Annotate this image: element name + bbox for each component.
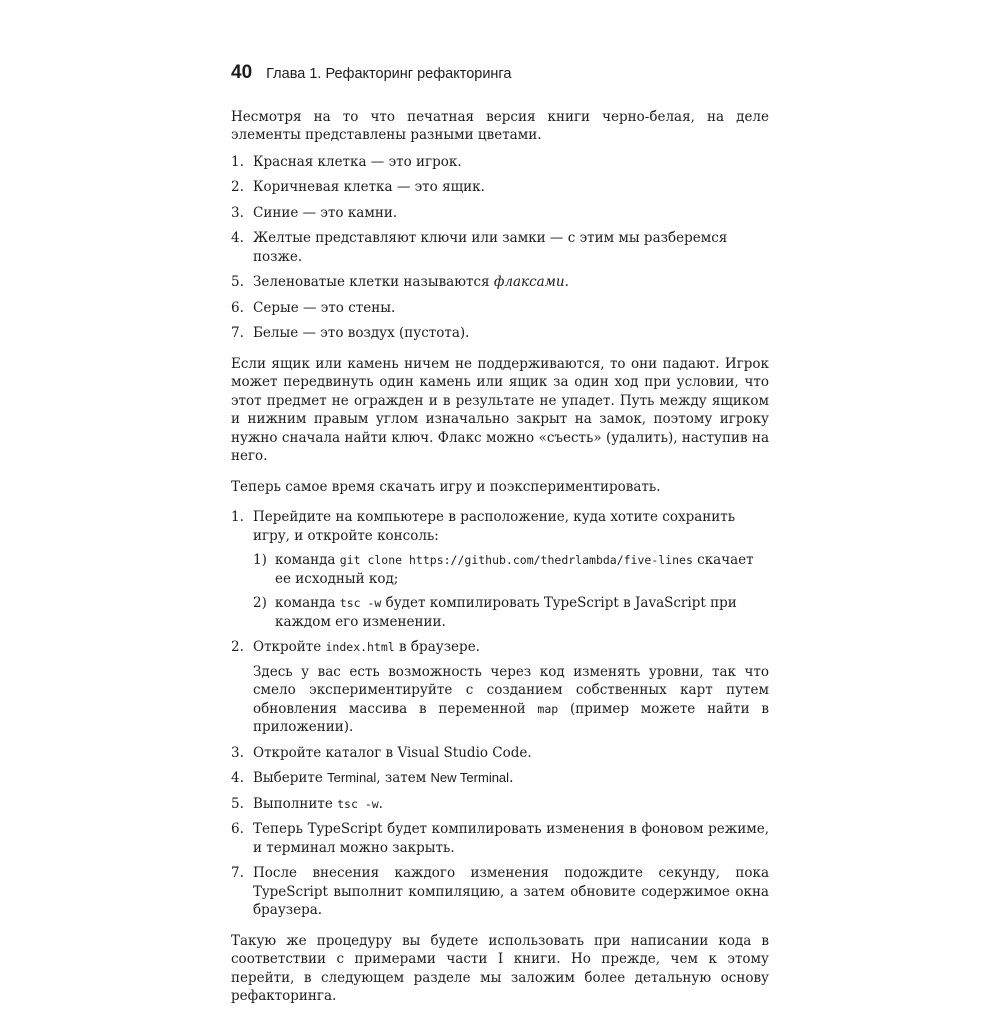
item-text: Откройте — [253, 639, 326, 655]
list-item — [231, 204, 769, 223]
note-text: Здесь у вас есть возможность через код изменять уровни, так что смело экспериментируйте с созданием собственных карт путем обновления массива в переменной — [253, 663, 769, 717]
sub-item-text: команда — [275, 552, 340, 568]
item-number: 1. — [231, 153, 244, 170]
intro-paragraph: Несмотря на то что печатная версия книги черно-белая, на деле элементы представлены разными цветами. — [231, 108, 769, 143]
item-text: Красная клетка — это игрок. — [253, 153, 462, 170]
item-text: Желтые представляют ключи или замки — с этим мы разберемся позже. — [253, 230, 728, 265]
item-text: Перейдите на компьютере в расположение, куда хотите сохранить игру, и откройте консоль: — [253, 509, 736, 544]
list-item — [231, 299, 769, 318]
item-text: Белые — это воздух (пустота). — [253, 325, 470, 341]
sub-item-number: 1) — [253, 552, 267, 568]
item-number: 5. — [231, 274, 244, 290]
code-snippet: git clone https://github.com/thedrlambda/five-lines — [339, 553, 693, 567]
list-item — [231, 744, 769, 763]
code-snippet: tsc -w — [337, 796, 379, 811]
list-item — [231, 864, 769, 920]
item-text: Теперь TypeScript будет компилировать изменения в фоновом режиме, и терминал можно закрыть. — [253, 821, 769, 856]
item-text-end: . — [509, 770, 514, 786]
item-number: 7. — [231, 325, 244, 341]
list-item — [231, 153, 769, 172]
page-number: 40 — [231, 62, 253, 83]
code-snippet: tsc -w — [339, 596, 382, 610]
item-text: Серые — это стены. — [253, 299, 396, 316]
item-number: 1. — [231, 509, 244, 525]
list-item — [231, 178, 769, 197]
list-item — [231, 638, 769, 737]
sub-item-text-end: скачает ее исходный код; — [275, 552, 754, 587]
item-text-end: . — [378, 795, 383, 812]
item-number: 6. — [231, 299, 244, 316]
sub-list-item — [253, 551, 769, 588]
list-item — [231, 820, 769, 857]
ui-label-new-terminal: New Terminal — [430, 770, 510, 785]
item-text: После внесения каждого изменения подождите секунду, пока TypeScript выполнит компиляцию, а затем обновите содержимое окна браузера. — [253, 865, 769, 918]
item-number: 2. — [231, 179, 244, 195]
download-intro: Теперь самое время скачать игру и поэкспериментировать. — [231, 478, 661, 495]
page-header — [231, 64, 769, 84]
item-text: Выберите — [253, 770, 328, 786]
list-item — [231, 324, 769, 343]
sub-item-number: 2) — [253, 595, 267, 611]
item-number: 2. — [231, 639, 244, 655]
sub-item-text: команда — [275, 595, 340, 611]
list-item — [231, 229, 769, 266]
note-text-end: (пример можете найти в приложении). — [253, 700, 769, 735]
item-number: 5. — [231, 795, 244, 812]
step-note — [253, 663, 769, 737]
list-item — [231, 508, 769, 631]
rules-paragraph: Если ящик или камень ничем не поддерживаются, то они падают. Игрок может передвинуть один камень или ящик за один ход при условии, что этот предмет не огражден и в результате не упадет. Путь между ящиком и нижним правым углом изначально закрыт на замок, поэтому игроку нужно сначала найти ключ. Флакс можно «съесть» (удалить), наступив на него. — [231, 355, 769, 464]
chapter-title: Глава 1. Рефакторинг рефакторинга — [266, 66, 512, 82]
list-item — [231, 795, 769, 814]
item-text-end: в браузере. — [394, 639, 480, 655]
list-item — [231, 273, 769, 292]
sub-item-text-end: будет компилировать TypeScript в JavaScript при каждом его изменении. — [275, 595, 737, 630]
book-page — [231, 64, 769, 1014]
item-text: Откройте каталог в Visual Studio Code. — [253, 744, 532, 761]
code-snippet: index.html — [325, 640, 395, 654]
item-text: Синие — это камни. — [253, 204, 398, 221]
sub-list — [253, 551, 769, 631]
closing-paragraph: Такую же процедуру вы будете использовать при написании кода в соответствии с примерами части I книги. Но прежде, чем к этому перейти, в следующем разделе мы заложим более детальную основу рефакторинга. — [231, 932, 769, 1004]
ui-label-terminal: Terminal — [327, 770, 377, 785]
item-text-end: . — [564, 274, 569, 290]
item-number: 4. — [231, 770, 244, 786]
list-item — [231, 769, 769, 788]
item-number: 6. — [231, 821, 244, 837]
item-number: 4. — [231, 230, 244, 246]
item-number: 3. — [231, 744, 244, 761]
code-snippet: map — [537, 701, 559, 716]
item-number: 3. — [231, 204, 244, 221]
steps-list — [231, 508, 769, 920]
item-text: Выполните — [253, 795, 338, 812]
item-text-middle: , затем — [376, 770, 431, 786]
sub-list-item — [253, 594, 769, 631]
item-text: Зеленоватые клетки называются — [253, 274, 494, 290]
item-emphasis: флаксами — [493, 274, 565, 290]
item-text: Коричневая клетка — это ящик. — [253, 179, 485, 195]
colors-list — [231, 153, 769, 343]
item-number: 7. — [231, 865, 244, 881]
